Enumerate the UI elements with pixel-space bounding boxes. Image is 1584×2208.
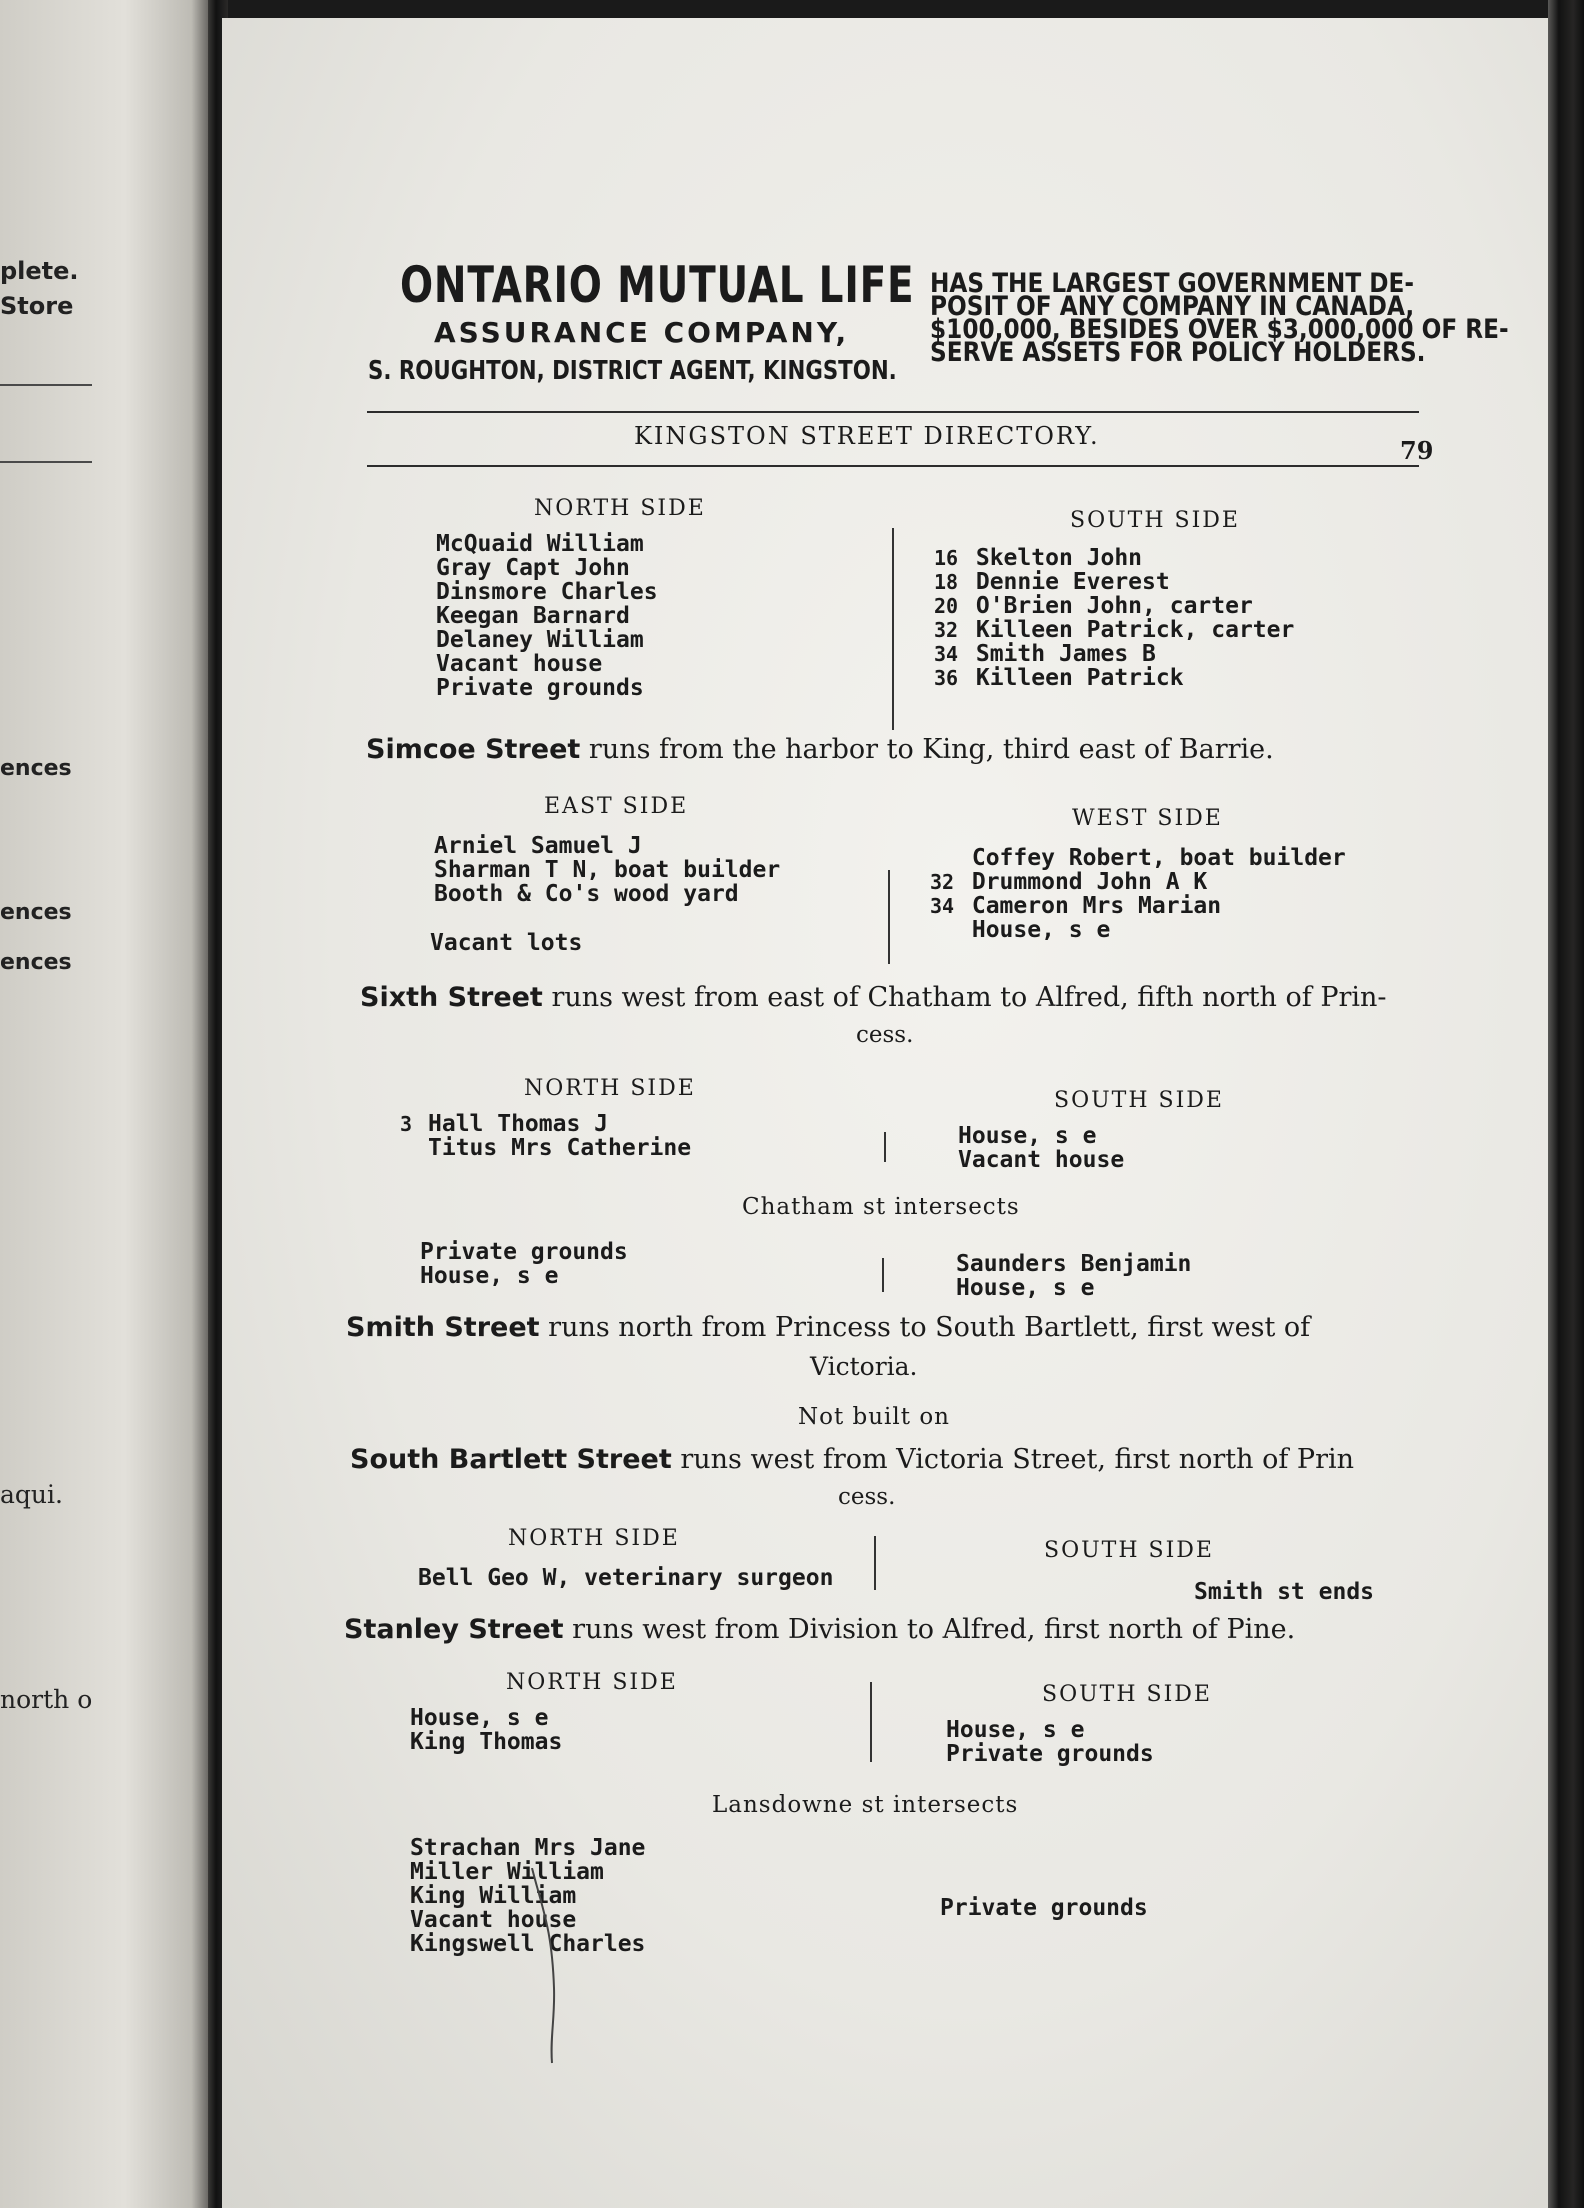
- ad-subtitle: ASSURANCE COMPANY,: [434, 316, 850, 349]
- running-head-title: KINGSTON STREET DIRECTORY.: [634, 422, 1100, 450]
- list-item: 36 Killeen Patrick: [934, 665, 1184, 691]
- street-description: runs west from east of Chatham to Alfred, fifth north of Prin-: [551, 982, 1387, 1013]
- list-item: Dinsmore Charles: [436, 579, 658, 605]
- south-side-list: [1194, 1580, 1374, 1604]
- left-page-rule: [0, 384, 92, 386]
- street-name: Simcoe Street: [366, 734, 581, 765]
- left-page-fragment: ences: [0, 756, 72, 781]
- intersection-note: Lansdowne st intersects: [712, 1792, 1019, 1818]
- street-description: runs north from Princess to South Bartlett, first west of: [548, 1312, 1311, 1343]
- list-item: 34 Cameron Mrs Marian: [930, 893, 1222, 919]
- page-number: 79: [1400, 436, 1434, 465]
- list-item: Vacant house: [958, 1147, 1125, 1173]
- list-item: House, s e: [420, 1263, 559, 1289]
- north-side-list: [418, 1566, 833, 1590]
- list-item: McQuaid William: [436, 531, 644, 557]
- list-item: Booth & Co's wood yard: [434, 881, 739, 907]
- column-divider: [888, 870, 890, 964]
- street-description: runs west from Division to Alfred, first north of Pine.: [572, 1614, 1296, 1645]
- list-item: 16 Skelton John: [934, 545, 1143, 571]
- north-side-header: NORTH SIDE: [534, 496, 706, 521]
- street-description-continued: Victoria.: [810, 1352, 918, 1381]
- street-heading-south-bartlett: [350, 1444, 1354, 1475]
- ad-deposit-line: $100,000, BESIDES OVER $3,000,000 OF RE-: [930, 314, 1509, 345]
- ad-title: ONTARIO MUTUAL LIFE: [400, 256, 915, 314]
- list-item: Vacant lots: [430, 930, 583, 956]
- south-side-list: [946, 1718, 1154, 1766]
- south-side-list-2: [956, 1252, 1191, 1300]
- left-facing-page: [0, 0, 208, 2208]
- north-side-header: NORTH SIDE: [506, 1670, 678, 1695]
- header-rule-bottom: [367, 465, 1419, 467]
- column-divider: [874, 1536, 876, 1590]
- ad-deposit-text: [930, 268, 1509, 368]
- south-side-header: SOUTH SIDE: [1070, 508, 1240, 533]
- list-item: Vacant house: [436, 651, 603, 677]
- list-item: Strachan Mrs Jane: [410, 1835, 646, 1861]
- list-item: Smith st ends: [1194, 1579, 1375, 1605]
- list-item: Saunders Benjamin: [956, 1251, 1192, 1277]
- south-side-header: SOUTH SIDE: [1042, 1682, 1212, 1707]
- left-page-rule: [0, 461, 92, 463]
- north-side-list: [400, 1112, 691, 1160]
- left-page-fragment: ences: [0, 950, 72, 975]
- left-page-fragment: north o: [0, 1685, 93, 1714]
- street-name: South Bartlett Street: [350, 1444, 672, 1475]
- list-item: 32 Killeen Patrick, carter: [934, 617, 1295, 643]
- list-item: 32 Drummond John A K: [930, 869, 1208, 895]
- west-side-header: WEST SIDE: [1072, 806, 1223, 831]
- list-item: Miller William: [410, 1859, 604, 1885]
- directory-page: [222, 18, 1568, 2208]
- street-heading-smith: [346, 1312, 1310, 1343]
- north-side-list-2: [420, 1240, 628, 1288]
- street-description-continued: cess.: [856, 1022, 914, 1048]
- south-side-list: [958, 1124, 1124, 1172]
- book-right-edge: [1548, 0, 1584, 2208]
- street-note: Not built on: [798, 1404, 950, 1430]
- left-page-fragment: aqui.: [0, 1480, 63, 1509]
- north-side-list: [436, 532, 658, 700]
- intersection-note: Chatham st intersects: [742, 1194, 1020, 1220]
- ad-deposit-line: HAS THE LARGEST GOVERNMENT DE-: [930, 268, 1415, 299]
- north-side-header: NORTH SIDE: [508, 1526, 680, 1551]
- list-item: Private grounds: [420, 1239, 628, 1265]
- list-item: Keegan Barnard: [436, 603, 630, 629]
- street-heading-stanley: [344, 1614, 1295, 1645]
- street-heading-sixth: [360, 982, 1387, 1013]
- list-item: Sharman T N, boat builder: [434, 857, 781, 883]
- list-item: House, s e: [956, 1275, 1095, 1301]
- list-item: Vacant house: [410, 1907, 577, 1933]
- ad-deposit-line: SERVE ASSETS FOR POLICY HOLDERS.: [930, 337, 1426, 368]
- street-name: Stanley Street: [344, 1614, 564, 1645]
- list-item: Bell Geo W, veterinary surgeon: [418, 1565, 834, 1591]
- list-item: Private grounds: [940, 1895, 1148, 1921]
- list-item: Delaney William: [436, 627, 644, 653]
- street-name: Smith Street: [346, 1312, 540, 1343]
- left-page-fragment: plete.: [0, 257, 79, 285]
- list-item: Kingswell Charles: [410, 1931, 646, 1957]
- column-divider: [884, 1132, 886, 1162]
- left-page-fragment: ences: [0, 900, 72, 925]
- list-item: House, s e: [410, 1705, 549, 1731]
- south-side-list-2: [940, 1896, 1148, 1920]
- left-page-fragment: Store: [0, 292, 74, 320]
- list-item: King William: [410, 1883, 577, 1909]
- column-divider: [870, 1682, 872, 1762]
- ad-agent: S. ROUGHTON, DISTRICT AGENT, KINGSTON.: [368, 356, 897, 386]
- column-divider: [882, 1258, 884, 1292]
- list-item: 20 O'Brien John, carter: [934, 593, 1253, 619]
- list-item: House, s e: [971, 917, 1111, 943]
- east-side-header: EAST SIDE: [544, 794, 689, 819]
- list-item: 18 Dennie Everest: [934, 569, 1170, 595]
- street-description: runs from the harbor to King, third east of Barrie.: [588, 734, 1274, 765]
- column-divider: [892, 528, 894, 730]
- list-item: Titus Mrs Catherine: [428, 1135, 692, 1161]
- west-side-list: [930, 846, 1346, 942]
- east-side-list: [434, 834, 780, 906]
- list-item: House, s e: [946, 1717, 1085, 1743]
- street-description-continued: cess.: [838, 1484, 896, 1510]
- north-side-header: NORTH SIDE: [524, 1076, 696, 1101]
- header-rule-top: [367, 411, 1419, 413]
- list-item: Private grounds: [946, 1741, 1154, 1767]
- north-side-list: [410, 1706, 562, 1754]
- south-side-list: [934, 546, 1294, 690]
- list-item: Gray Capt John: [436, 555, 630, 581]
- list-item: House, s e: [958, 1123, 1097, 1149]
- pencil-mark: [522, 1868, 582, 2068]
- street-name: Sixth Street: [360, 982, 543, 1013]
- street-heading-simcoe: [366, 734, 1274, 765]
- list-item: 34 Smith James B: [934, 641, 1156, 667]
- list-item: Private grounds: [436, 675, 644, 701]
- list-item: Coffey Robert, boat builder: [971, 845, 1346, 871]
- street-description: runs west from Victoria Street, first north of Prin: [680, 1444, 1355, 1475]
- south-side-header: SOUTH SIDE: [1054, 1088, 1224, 1113]
- ad-deposit-line: POSIT OF ANY COMPANY IN CANADA,: [930, 291, 1415, 322]
- list-item: King Thomas: [410, 1729, 563, 1755]
- south-side-header: SOUTH SIDE: [1044, 1538, 1214, 1563]
- list-item: Arniel Samuel J: [434, 833, 642, 859]
- list-item: 3 Hall Thomas J: [400, 1111, 609, 1137]
